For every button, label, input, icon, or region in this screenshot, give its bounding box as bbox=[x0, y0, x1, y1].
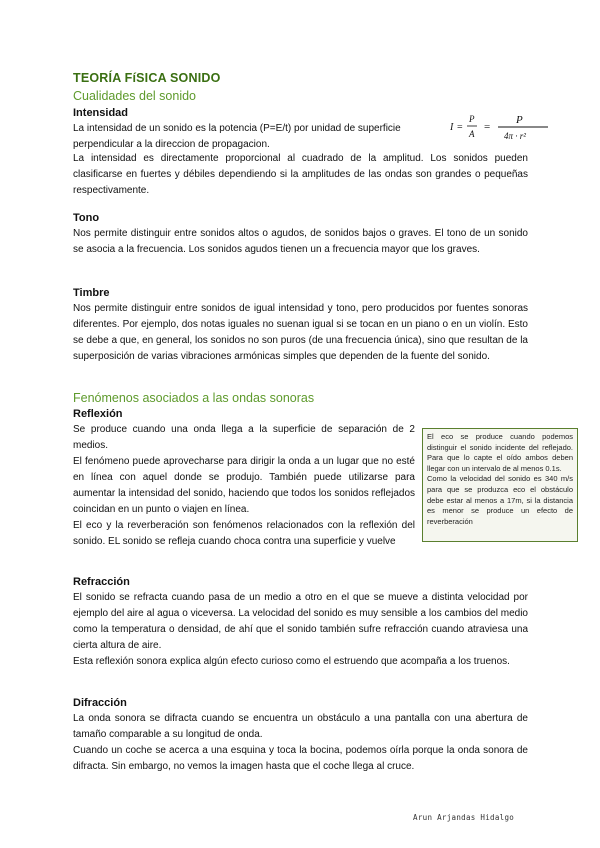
reflexion-para-1: Se produce cuando una onda llega a la superficie de separación de 2 medios. bbox=[73, 424, 415, 451]
intensidad-line-2: perpendicular a la direccion de propagacion. bbox=[73, 139, 270, 150]
heading-refraccion: Refracción bbox=[73, 576, 130, 588]
section-title-cualidades: Cualidades del sonido bbox=[73, 89, 197, 103]
formula-eq1: = bbox=[457, 122, 463, 133]
page-title: TEORÍA FíSICA SONIDO bbox=[73, 71, 221, 85]
formula-lhs: I bbox=[450, 122, 454, 133]
difraccion-para-2: Cuando un coche se acerca a una esquina y toca la bocina, podemos oírla porque la onda sonora de difracta. Sin embargo, no vemos la imagen hasta que el coche llega al cruce. bbox=[73, 745, 528, 772]
formula-frac1-num: P bbox=[469, 114, 475, 124]
timbre-text bbox=[73, 301, 528, 365]
difraccion-text bbox=[73, 711, 528, 775]
refraccion-para-2: Esta reflexión sonora explica algún efecto curioso como el estruendo que acompaña a los truenos. bbox=[73, 656, 510, 667]
refraccion-text bbox=[73, 590, 528, 670]
reflexion-para-2: El fenómeno puede aprovecharse para dirigir la onda a un lugar que no esté en línea con aquel donde se produjo. También puede utilizarse para aumentar la intensidad del sonido, haciendo que todos los sonidos reflejados coincidan en un punto o viajen en línea. bbox=[73, 456, 415, 515]
section-title-fenomenos: Fenómenos asociados a las ondas sonoras bbox=[73, 391, 315, 405]
difraccion-para-1: La onda sonora se difracta cuando se encuentra un obstáculo a una pantalla con una abertura de tamaño comparable a su longitud de onda. bbox=[73, 713, 528, 740]
heading-difraccion: Difracción bbox=[73, 697, 127, 709]
heading-reflexion: Reflexión bbox=[73, 408, 123, 420]
heading-tono: Tono bbox=[73, 212, 100, 224]
reflexion-para-3: El eco y la reverberación son fenómenos relacionados con la reflexión del sonido. EL sonido se refleja cuando choca contra una superficie y vuelve bbox=[73, 520, 415, 547]
heading-timbre: Timbre bbox=[73, 287, 110, 299]
eco-note-para-2: Como la velocidad del sonido es 340 m/s para que se produzca eco el obstáculo debe estar al menos a 17m, si la distancia es menor se produce un efecto de reverberación bbox=[427, 474, 573, 526]
formula-frac2-num: P bbox=[516, 114, 523, 126]
eco-note-para-1: El eco se produce cuando podemos distinguir el sonido incidente del reflejado. Para que lo capte el oído ambos deben llegar con un intervalo de al menos 0.1s. bbox=[427, 432, 573, 473]
tono-text bbox=[73, 226, 528, 258]
refraccion-para-1: El sonido se refracta cuando pasa de un medio a otro en el que se mueve a distinta velocidad por ejemplo del aire al agua o viceversa. La velocidad del sonido es muy sensible a los cambios del medio como la temperatura o densidad, de ahí que el sonido también sufre refracción cuando atraviesa una cierta altura de aire. bbox=[73, 592, 528, 651]
eco-note-box bbox=[422, 428, 578, 542]
author-footer: Arun Arjandas Hidalgo bbox=[413, 813, 515, 822]
intensidad-text-1 bbox=[73, 121, 445, 153]
intensidad-text-2 bbox=[73, 151, 528, 199]
formula-eq2: = bbox=[484, 121, 491, 133]
reflexion-text bbox=[73, 422, 415, 550]
intensidad-para-2: La intensidad es directamente proporcional al cuadrado de la amplitud. Los sonidos pueden clasificarse en fuertes y débiles dependiendo si la amplitudes de las ondas son grandes o pequeñas respectivamente. bbox=[73, 153, 528, 196]
tono-para: Nos permite distinguir entre sonidos altos o agudos, de sonidos bajos o graves. El tono de un sonido se asocia a la frecuencia. Los sonidos agudos tienen un a frecuencia mayor que los graves. bbox=[73, 228, 528, 255]
intensidad-line-1: La intensidad de un sonido es la potencia (P=E/t) por unidad de superficie bbox=[73, 123, 401, 134]
intensity-formula bbox=[448, 110, 560, 144]
formula-frac1-den: A bbox=[469, 129, 475, 139]
formula-frac2-den: 4π · r² bbox=[504, 131, 526, 141]
heading-intensidad: Intensidad bbox=[73, 107, 129, 119]
timbre-para: Nos permite distinguir entre sonidos de igual intensidad y tono, pero producidos por fuentes sonoras diferentes. Por ejemplo, dos notas iguales no suenan igual si se tocan en un piano o en un violín. Esto se debe a que, en general, los sonidos no son puros (de una frecuencia única), sino que resultan de la superposición de varias vibraciones armónicas simples que dependen de la fuente del sonido. bbox=[73, 303, 528, 362]
